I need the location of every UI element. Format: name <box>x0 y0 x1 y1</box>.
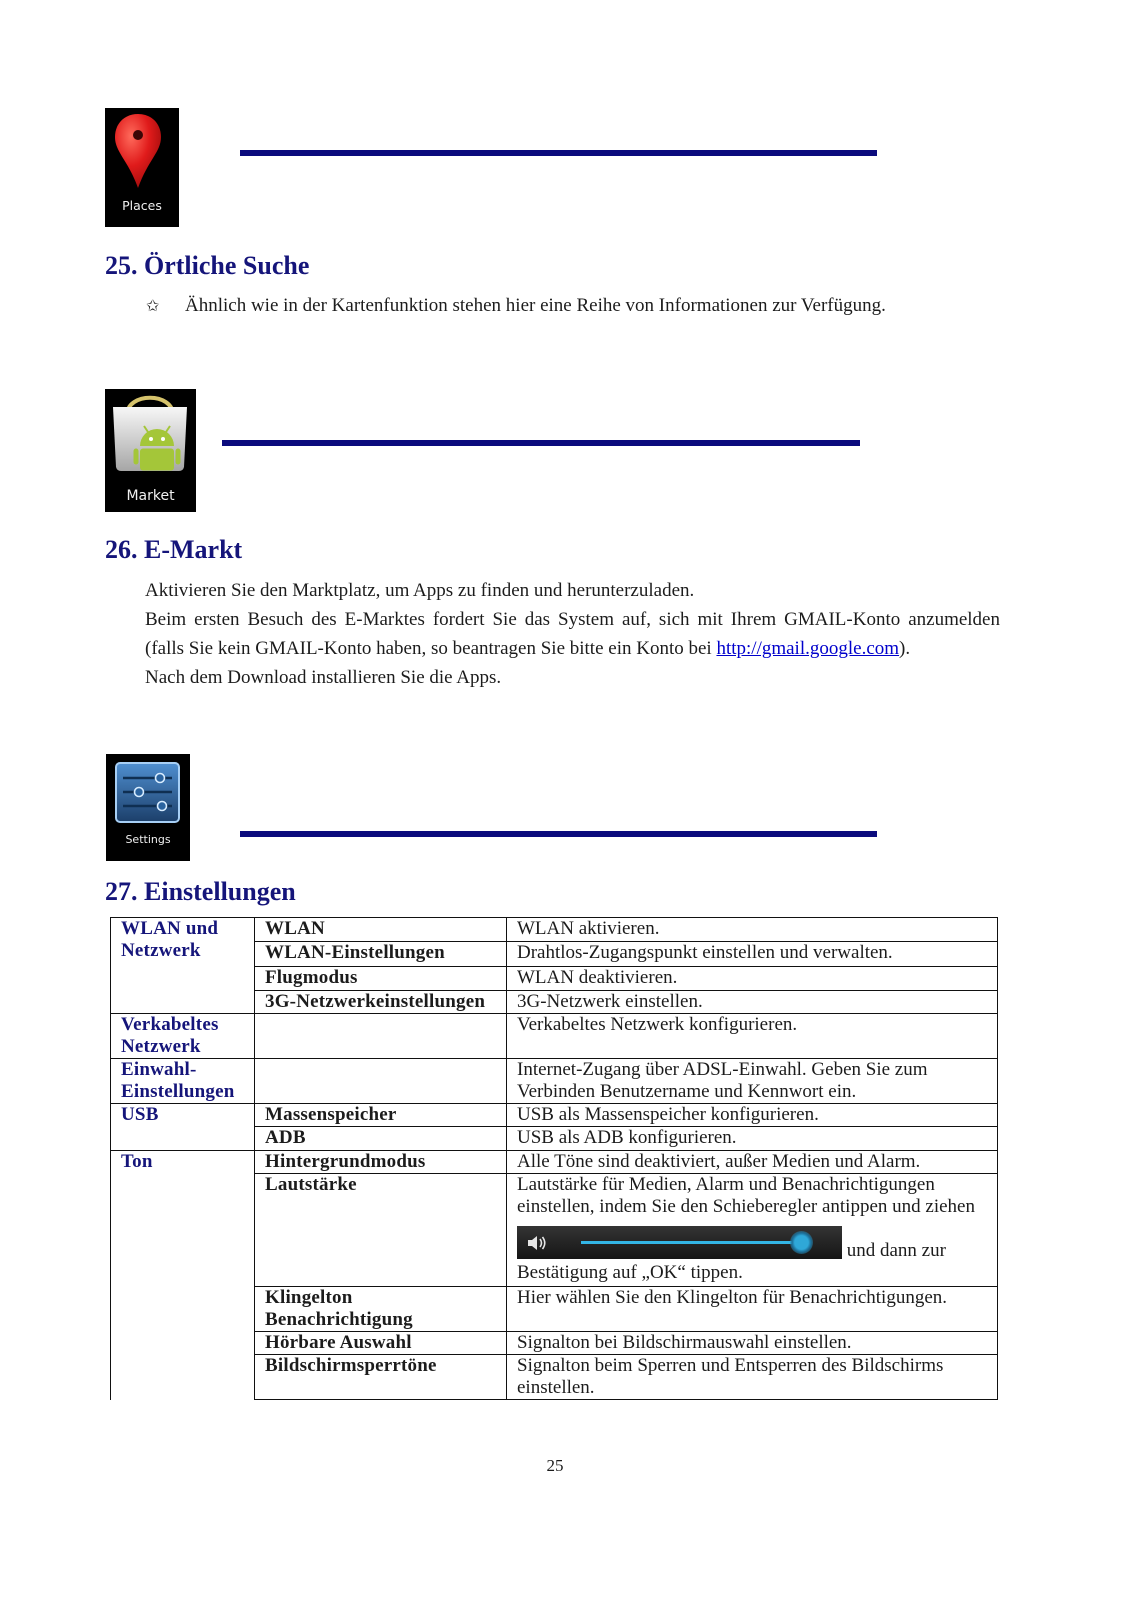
description-cell: Signalton beim Sperren und Entsperren des Bildschirms einstellen. <box>507 1355 998 1400</box>
description-cell: Internet-Zugang über ADSL-Einwahl. Geben Sie zum Verbinden Benutzername und Kennwort ein. <box>507 1059 998 1104</box>
paragraph-line <box>145 634 1000 663</box>
section-divider <box>240 831 877 837</box>
settings-table <box>110 917 998 1400</box>
setting-cell: Hörbare Auswahl <box>255 1332 507 1355</box>
market-icon-label: Market <box>126 488 175 504</box>
paragraph-line: Aktivieren Sie den Marktplatz, um Apps zu finden und herunterzuladen. <box>145 580 695 601</box>
table-row <box>111 918 998 942</box>
volume-slider-fill <box>581 1241 802 1244</box>
table-row <box>111 1014 998 1059</box>
bullet-text: Ähnlich wie in der Kartenfunktion stehen hier eine Reihe von Informationen zur Verfügung. <box>185 295 886 316</box>
paragraph-text: ). <box>899 638 911 659</box>
table-row <box>111 1059 998 1104</box>
section-heading: 26. E-Markt <box>105 535 243 564</box>
paragraph-text: (falls Sie kein GMAIL-Konto haben, so beantragen Sie bitte ein Konto bei <box>145 638 717 659</box>
description-cell <box>507 1174 998 1287</box>
volume-slider-image <box>517 1226 842 1259</box>
setting-cell: Lautstärke <box>255 1174 507 1287</box>
section-heading: 25. Örtliche Suche <box>105 251 310 280</box>
page-number: 25 <box>546 1456 564 1475</box>
market-app-icon <box>105 389 196 512</box>
settings-app-icon <box>106 754 190 861</box>
setting-cell: Klingelton Benachrichtigung <box>255 1287 507 1332</box>
section-divider <box>222 440 860 446</box>
setting-cell: Massenspeicher <box>255 1104 507 1127</box>
description-cell: 3G-Netzwerk einstellen. <box>507 991 998 1014</box>
table-row <box>111 1151 998 1174</box>
section-heading: 27. Einstellungen <box>105 877 296 906</box>
setting-cell-empty <box>255 1059 507 1104</box>
setting-cell: Bildschirmsperrtöne <box>255 1355 507 1400</box>
setting-cell-empty <box>255 1014 507 1059</box>
description-cell: WLAN deaktivieren. <box>507 967 998 991</box>
description-cell: Verkabeltes Netzwerk konfigurieren. <box>507 1014 998 1059</box>
setting-cell: WLAN <box>255 918 507 942</box>
paragraph-line: Nach dem Download installieren Sie die Apps. <box>145 667 502 688</box>
category-cell: Ton <box>111 1151 255 1400</box>
speaker-icon <box>526 1233 548 1253</box>
settings-icon-label: Settings <box>125 833 171 846</box>
category-cell: WLAN und Netzwerk <box>111 918 255 1014</box>
category-cell: USB <box>111 1104 255 1151</box>
description-cell: Hier wählen Sie den Klingelton für Benachrichtigungen. <box>507 1287 998 1332</box>
setting-cell: WLAN-Einstellungen <box>255 942 507 967</box>
gmail-link[interactable]: http://gmail.google.com <box>716 638 900 659</box>
market-paragraph <box>145 576 1000 692</box>
volume-slider-knob <box>790 1231 813 1254</box>
setting-cell: ADB <box>255 1127 507 1151</box>
description-text: und dann zur Bestätigung auf „OK“ tippen. <box>517 1240 946 1283</box>
places-app-icon <box>105 108 179 227</box>
description-text: Lautstärke für Medien, Alarm und Benachrichtigungen einstellen, indem Sie den Schieberegler antippen und ziehen <box>517 1174 975 1217</box>
setting-cell: 3G-Netzwerkeinstellungen <box>255 991 507 1014</box>
description-cell: Signalton bei Bildschirmauswahl einstellen. <box>507 1332 998 1355</box>
description-cell: USB als ADB konfigurieren. <box>507 1127 998 1151</box>
setting-cell: Flugmodus <box>255 967 507 991</box>
paragraph-line: Beim ersten Besuch des E-Marktes fordert Sie das System auf, sich mit Ihrem GMAIL-Konto anzumelden <box>145 609 1000 630</box>
setting-cell: Hintergrundmodus <box>255 1151 507 1174</box>
description-cell: USB als Massenspeicher konfigurieren. <box>507 1104 998 1127</box>
description-cell: WLAN aktivieren. <box>507 918 998 942</box>
star-bullet-icon: ✩ <box>146 296 160 315</box>
description-cell: Alle Töne sind deaktiviert, außer Medien und Alarm. <box>507 1151 998 1174</box>
description-cell: Drahtlos-Zugangspunkt einstellen und verwalten. <box>507 942 998 967</box>
category-cell: Verkabeltes Netzwerk <box>111 1014 255 1059</box>
places-icon-label: Places <box>122 198 162 213</box>
table-row <box>111 1104 998 1127</box>
section-divider <box>240 150 877 156</box>
category-cell: Einwahl-Einstellungen <box>111 1059 255 1104</box>
